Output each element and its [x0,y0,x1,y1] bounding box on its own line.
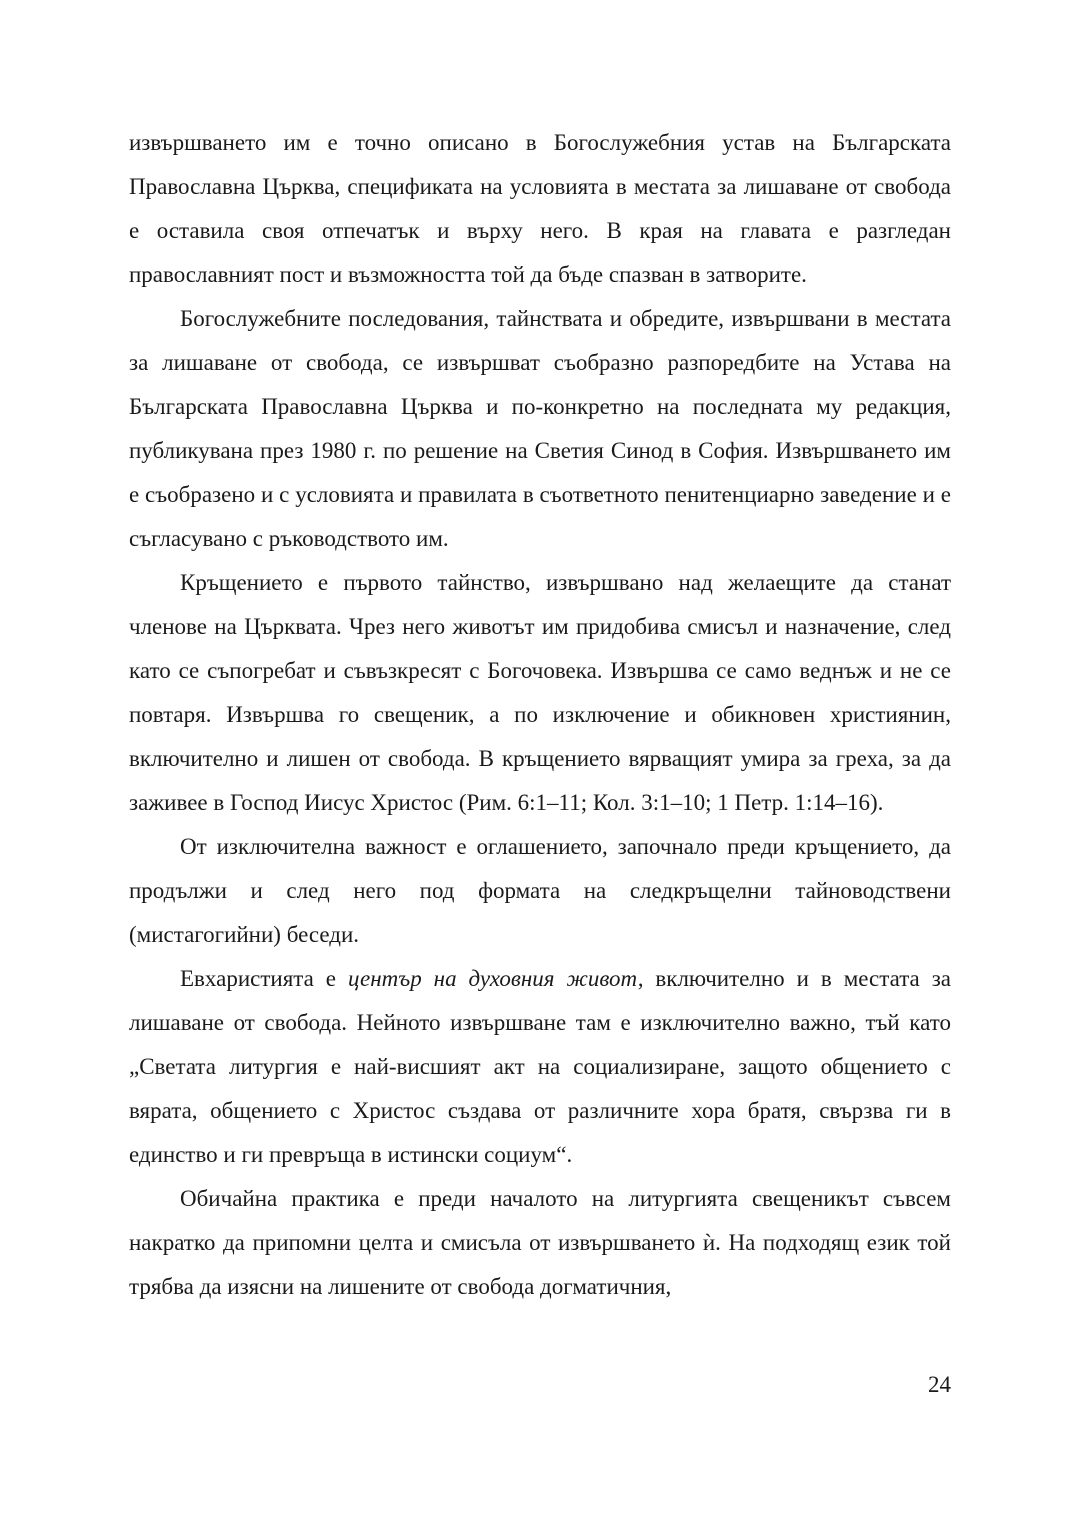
paragraph-5-rest: включително и в местата за лишаване от свобода. Нейното извършване там е изключително важно, тъй като „Светата литургия е най-висшият акт на социализиране, защото общението с вярата, общението с Христос създава от различните хора братя, свързва ги в единство и ги превръща в истински социум“. [129,966,951,1167]
paragraph-5-emphasis: център на духовния живот, [347,966,644,991]
paragraph-6: Обичайна практика е преди началото на литургията свещеникът съвсем накратко да припомни целта и смисъла от извършването ѝ. На подходящ език той трябва да изясни на лишените от свобода догматичния, [129,1186,951,1299]
paragraph-1: извършването им е точно описано в Богослужебния устав на Българската Православна Църква, спецификата на условията в местата за лишаване от свобода е оставила своя отпечатък и върху него. В края на главата е разгледан православният пост и възможността той да бъде спазван в затворите. [129,130,951,287]
paragraph-3: Кръщението е първото тайнство, извършвано над желаещите да станат членове на Църквата. Чрез него животът им придобива смисъл и назначение, след като се съпогребат и съвъзкресят с Богочовека. Извършва се само веднъж и не се повтаря. Извършва го свещеник, а по изключение и обикновен християнин, включително и лишен от свобода. В кръщението вярващият умира за греха, за да заживее в Господ Иисус Христос (Рим. 6:1–11; Кол. 3:1–10; 1 Петр. 1:14–16). [129,570,951,815]
paragraph-4: От изключителна важност е оглашението, започнало преди кръщението, да продължи и след него под формата на следкръщелни тайноводствени (мистагогийни) беседи. [129,834,951,947]
paragraph-2: Богослужебните последования, тайнствата и обредите, извършвани в местата за лишаване от свобода, се извършват съобразно разпоредбите на Устава на Българската Православна Църква и по-конкретно на последната му редакция, публикувана през 1980 г. по решение на Светия Синод в София. Извършването им е съобразено и с условията и правилата в съответното пенитенциарно заведение и е съгласувано с ръководството им. [129,306,951,551]
paragraph-5 [129,957,951,1177]
paragraph-5-lead: Евхаристията е [180,966,348,991]
body-text [129,121,951,1309]
page-number: 24 [928,1372,951,1397]
